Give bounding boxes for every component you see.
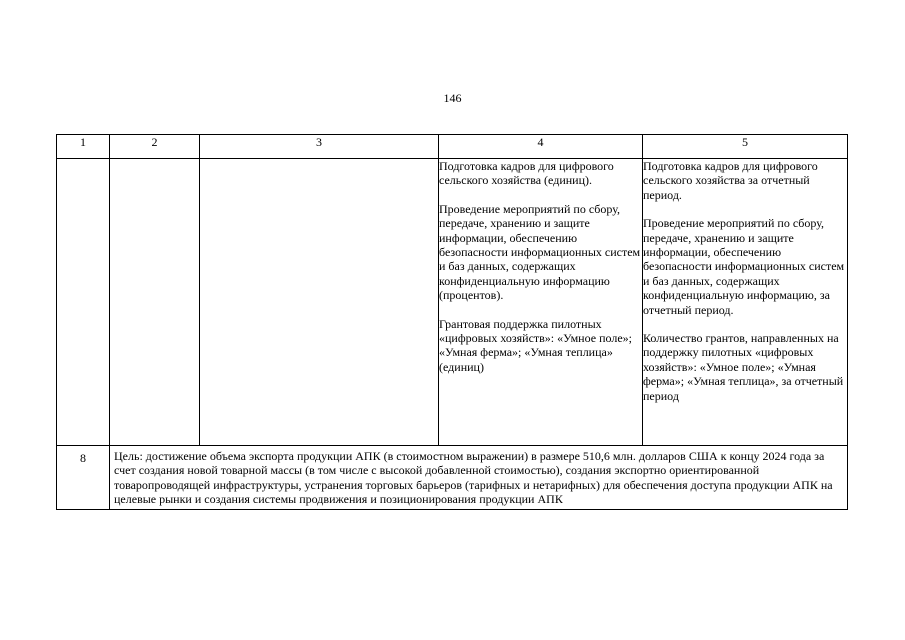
column-header-4: 4 <box>439 135 643 159</box>
program-table <box>56 134 848 510</box>
row-number: 8 <box>57 446 110 510</box>
cell-col1 <box>57 159 110 446</box>
method-training: Подготовка кадров для цифрового сельского хозяйства за отчетный период. <box>643 159 818 202</box>
cell-col3 <box>200 159 439 446</box>
goal-text: Цель: достижение объема экспорта продукции АПК (в стоимостном выражении) в размере 510,6 млн. долларов США к концу 2024 года за счет создания новой товарной массы (в том числе с высокой добавленной стоимостью), создания экспортно ориентированной товаропроводящей инфраструктуры, устранения торговых барьеров (тарифных и нетарифных) для обеспечения доступа продукции АПК на целевые рынки и создания системы продвижения и позиционирования продукции АПК <box>110 446 848 510</box>
cell-col2 <box>110 159 200 446</box>
column-header-3: 3 <box>200 135 439 159</box>
method-info-security: Проведение мероприятий по сбору, передаче, хранению и защите информации, обеспечению безопасности информационных систем и баз данных, содержащих конфиденциальную информацию, за отчетный период. <box>643 216 845 317</box>
table-header-row <box>57 135 848 159</box>
indicator-cell <box>439 159 643 446</box>
method-cell <box>643 159 848 446</box>
table-row-goal <box>57 446 848 510</box>
page-number: 146 <box>443 91 462 105</box>
indicator-info-security: Проведение мероприятий по сбору, передаче, хранению и защите информации, обеспечению безопасности информационных систем и баз данных, содержащих конфиденциальную информацию (процентов). <box>439 201 641 303</box>
indicator-grants: Грантовая поддержка пилотных «цифровых хозяйств»: «Умное поле»; «Умная ферма»; «Умная теплица» (единиц) <box>439 316 632 374</box>
method-grants: Количество грантов, направленных на поддержку пилотных «цифровых хозяйств»: «Умное поле»; «Умная ферма»; «Умная теплица», за отчетный период <box>643 331 844 403</box>
table-row <box>57 159 848 446</box>
column-header-5: 5 <box>643 135 848 159</box>
indicator-training: Подготовка кадров для цифрового сельского хозяйства (единиц). <box>439 159 614 188</box>
column-header-2: 2 <box>110 135 200 159</box>
column-header-1: 1 <box>57 135 110 159</box>
